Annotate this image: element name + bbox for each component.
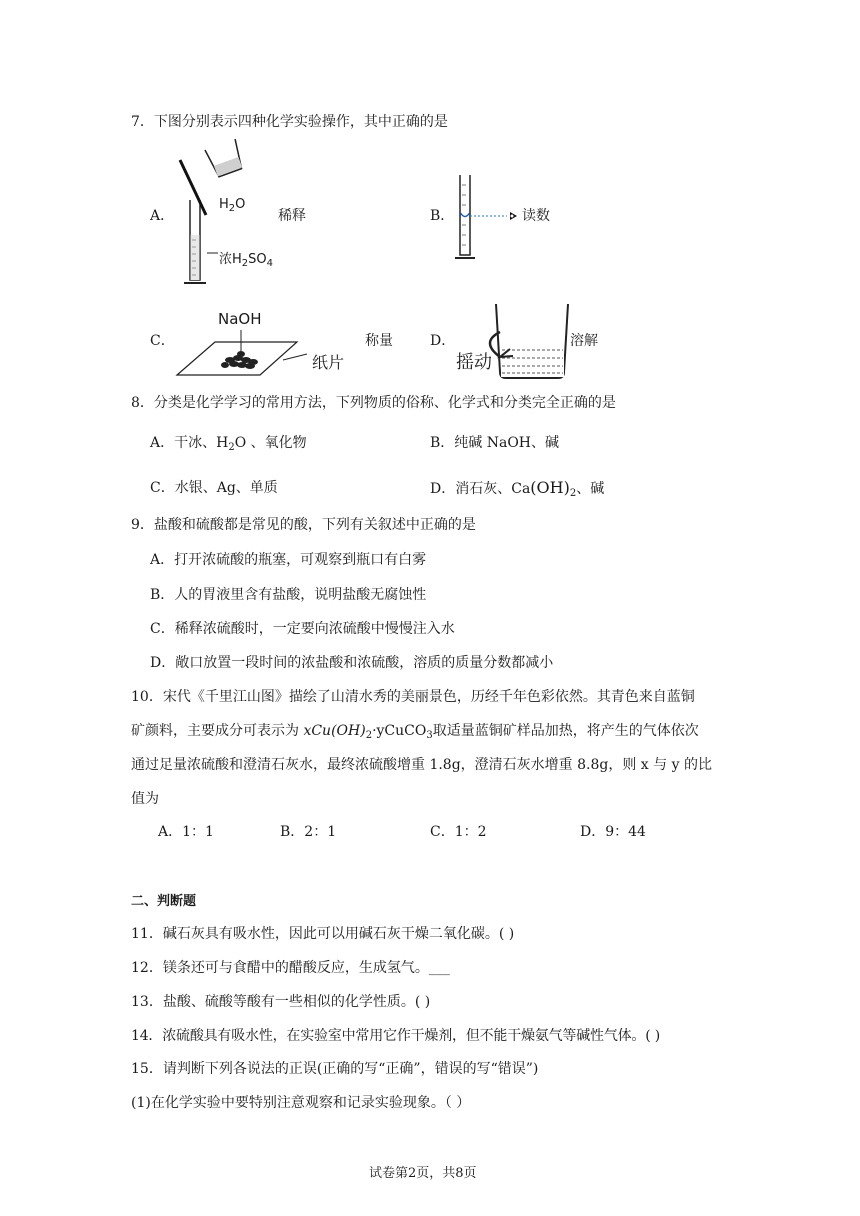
question-10-line-4: 值为 <box>131 791 159 807</box>
q7-option-c-letter: C． <box>150 333 175 349</box>
q8-option-b: B．纯碱 NaOH、碱 <box>430 435 560 451</box>
q7-option-d-action: 溶解 <box>570 333 598 349</box>
q7-option-b-letter: B． <box>430 208 455 224</box>
q10-option-a: A．1：1 <box>158 824 214 840</box>
naoh-label: NaOH <box>218 310 262 328</box>
q7-option-d-letter: D． <box>430 333 456 349</box>
weighing-diagram <box>175 330 325 380</box>
q7-option-a-letter: A． <box>150 208 175 224</box>
paper-label: 纸片 <box>312 353 345 372</box>
q9-option-b: B．人的胃液里含有盐酸，说明盐酸无腐蚀性 <box>150 587 427 603</box>
question-10-line-2: 矿颜料，主要成分可表示为 $xCu(OH)_2\cdot yCuCO_3$取适量蓝铜矿样品加热，将产生的气体依次 <box>131 723 699 741</box>
question-15: 15．请判断下列各说法的正误(正确的写“正确”，错误的写“错误”) <box>131 1061 539 1077</box>
question-14: 14．浓硫酸具有吸水性，在实验室中常用它作干燥剂，但不能干燥氨气等碱性气体。( ) <box>131 1028 660 1044</box>
q8-option-a: A．干冰、$H_2O$ 、氧化物 <box>150 435 307 453</box>
page-footer: 试卷第2页，共8页 <box>369 1166 477 1181</box>
q8-option-c: C．水银、Ag、单质 <box>150 480 278 496</box>
q9-option-a: A．打开浓硫酸的瓶塞，可观察到瓶口有白雾 <box>150 552 427 568</box>
q7-option-b-action: 读数 <box>522 208 550 224</box>
q8-option-d: D．消石灰、$Ca(OH)_2$、碱 <box>430 478 605 499</box>
q7-option-a-action: 稀释 <box>278 208 306 224</box>
q7-option-c-action: 称量 <box>365 333 393 349</box>
question-10-line-1: 10．宋代《千里江山图》描绘了山清水秀的美丽景色，历经千年色彩依然。其青色来自蓝铜 <box>131 689 695 705</box>
question-11: 11．碱石灰具有吸水性，因此可以用碱石灰干燥二氧化碳。( ) <box>131 926 515 942</box>
q10-option-c: C．1：2 <box>430 824 487 840</box>
q10-option-d: D．9：44 <box>580 824 646 840</box>
question-8-stem: 8．分类是化学学习的常用方法，下列物质的俗称、化学式和分类完全正确的是 <box>131 395 616 411</box>
sulfuric-acid-label: 浓$H_2SO_4$ <box>219 252 274 269</box>
water-label: $H_2O$ <box>219 197 246 214</box>
q10-option-b: B．2：1 <box>280 824 337 840</box>
q9-option-c: C．稀释浓硫酸时，一定要向浓硫酸中慢慢注入水 <box>150 621 455 637</box>
shake-label: 摇动 <box>456 352 492 373</box>
question-13: 13．盐酸、硫酸等酸有一些相似的化学性质。( ) <box>131 994 431 1010</box>
question-9-stem: 9．盐酸和硫酸都是常见的酸，下列有关叙述中正确的是 <box>131 517 476 533</box>
question-7-stem: 7．下图分别表示四种化学实验操作，其中正确的是 <box>131 114 448 130</box>
question-12: 12．镁条还可与食醋中的醋酸反应，生成氢气。___ <box>131 960 450 976</box>
question-15-1: (1)在化学实验中要特别注意观察和记录实验现象。（ ） <box>131 1095 471 1111</box>
q9-option-d: D．敞口放置一段时间的浓盐酸和浓硫酸，溶质的质量分数都减小 <box>150 655 554 671</box>
section-2-title: 二、判断题 <box>131 894 197 909</box>
question-10-line-3: 通过足量浓硫酸和澄清石灰水，最终浓硫酸增重 1.8g，澄清石灰水增重 8.8g，则 x 与 y 的比 <box>131 757 712 773</box>
